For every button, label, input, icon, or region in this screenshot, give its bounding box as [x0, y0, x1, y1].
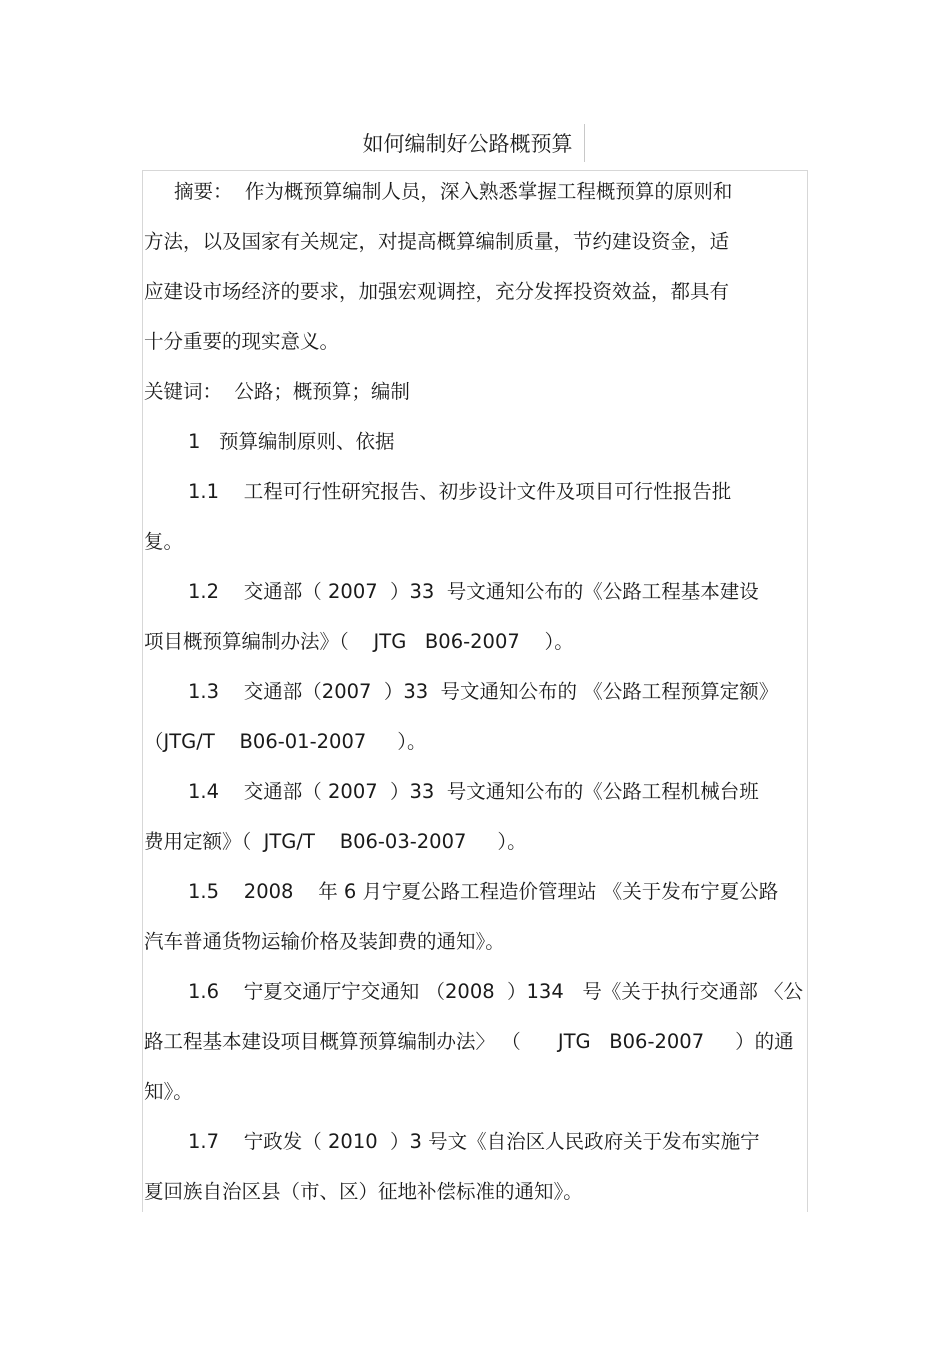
title-divider — [584, 124, 585, 162]
item-1-6-line-1: 1.6 宁夏交通厅宁交通知 （2008 ）134 号《关于执行交通部 〈公 — [188, 980, 804, 1003]
document-title: 如何编制好公路概预算 — [362, 132, 573, 156]
item-1-5-line-2: 汽车普通货物运输价格及装卸费的通知》。 — [144, 930, 505, 953]
frame-top-border — [142, 170, 808, 171]
frame-left-border — [142, 170, 143, 1212]
document-body — [144, 176, 806, 1226]
abstract-line-4: 十分重要的现实意义。 — [144, 330, 340, 353]
item-1-4-line-1: 1.4 交通部（ 2007 ）33 号文通知公布的《公路工程机械台班 — [188, 780, 759, 803]
item-1-3-line-1: 1.3 交通部（2007 ）33 号文通知公布的 《公路工程预算定额》 — [188, 680, 779, 703]
section-heading-1: 1 预算编制原则、依据 — [188, 430, 395, 453]
frame-right-border — [807, 170, 808, 1212]
abstract-line-2: 方法，以及国家有关规定，对提高概算编制质量，节约建设资金，适 — [144, 230, 730, 253]
item-1-7-line-1: 1.7 宁政发（ 2010 ）3 号文《自治区人民政府关于发布实施宁 — [188, 1130, 760, 1153]
item-1-4-line-2: 费用定额》（ JTG/T B06-03-2007 ）。 — [144, 830, 527, 853]
item-1-7-line-2: 夏回族自治区县（市、区）征地补偿标准的通知》。 — [144, 1180, 583, 1203]
item-1-1-line-1: 1.1 工程可行性研究报告、初步设计文件及项目可行性报告批 — [188, 480, 732, 503]
item-1-6-line-2: 路工程基本建设项目概算预算编制办法〉 （ JTG B06-2007 ）的通 — [144, 1030, 794, 1053]
item-1-2-line-2: 项目概预算编制办法》（ JTG B06-2007 ）。 — [144, 630, 574, 653]
item-1-2-line-1: 1.2 交通部（ 2007 ）33 号文通知公布的《公路工程基本建设 — [188, 580, 759, 603]
item-1-5-line-1: 1.5 2008 年 6 月宁夏公路工程造价管理站 《关于发布宁夏公路 — [188, 880, 779, 903]
abstract-line-1: 摘要： 作为概预算编制人员，深入熟悉掌握工程概预算的原则和 — [174, 180, 733, 203]
item-1-6-line-3: 知》。 — [144, 1080, 193, 1103]
item-1-1-line-2: 复。 — [144, 530, 184, 553]
item-1-3-line-2: （JTG/T B06-01-2007 ）。 — [144, 730, 427, 753]
keywords-line: 关键词： 公路；概预算；编制 — [144, 380, 410, 403]
abstract-line-3: 应建设市场经济的要求，加强宏观调控，充分发挥投资效益，都具有 — [144, 280, 730, 303]
